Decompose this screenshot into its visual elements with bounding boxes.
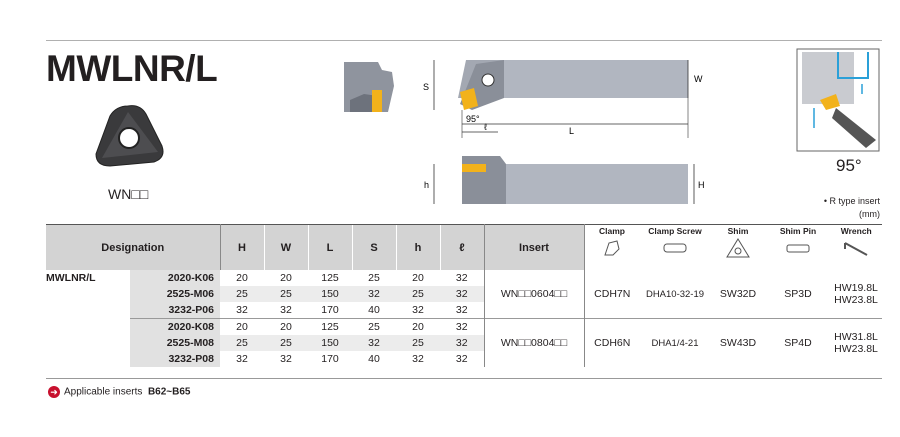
designation-cell: 2525-M08 — [130, 335, 220, 351]
cell-h: 25 — [396, 286, 440, 302]
cell-H: 20 — [236, 272, 248, 284]
cell-l: 32 — [440, 286, 484, 302]
clamp-screw-cell: DHA10-32-19 — [645, 288, 705, 300]
col-wrench — [830, 225, 882, 271]
cell-H: 20 — [220, 319, 264, 336]
cell-l: 32 — [440, 335, 484, 351]
dim-l-small-label: ℓ — [484, 122, 487, 132]
cell-S: 25 — [352, 319, 396, 336]
shim-pin-header: Shim Pin — [779, 226, 817, 236]
clamp-screw-cell: DHA1/4-21 — [640, 319, 710, 368]
footer-text: Applicable inserts — [64, 386, 143, 398]
top-rule — [46, 40, 882, 41]
cell-l: 32 — [440, 302, 484, 319]
clamp-header: Clamp — [599, 226, 625, 236]
cell-l: 32 — [440, 351, 484, 367]
dim-w-label: W — [694, 74, 703, 84]
cell-W: 32 — [280, 304, 292, 316]
approach-angle: 95° — [836, 156, 862, 175]
wrench-value: HW23.8L — [834, 294, 878, 306]
col-insert: Insert — [484, 225, 584, 271]
col-S: S — [352, 225, 396, 271]
cell-L: 170 — [321, 353, 339, 365]
cell-W: 25 — [264, 286, 308, 302]
dim-h-small-label: h — [424, 180, 430, 190]
clamp-screw-header: Clamp Screw — [648, 226, 702, 236]
shim-icon — [725, 237, 751, 259]
cell-L: 125 — [321, 272, 339, 284]
wrench-header: Wrench — [840, 226, 872, 236]
dim-angle-label: 95° — [466, 114, 480, 124]
col-L: L — [308, 225, 352, 271]
table-row — [46, 319, 882, 336]
col-clamp-screw — [640, 225, 710, 271]
holder-head-image — [342, 60, 398, 116]
cell-S: 40 — [368, 353, 380, 365]
dim-s-label: S — [423, 82, 430, 92]
cell-L: 125 — [308, 319, 352, 336]
cell-h: 25 — [396, 335, 440, 351]
col-H: H — [220, 225, 264, 271]
shim-cell: SW43D — [710, 319, 766, 368]
clamp-cell: CDH7N — [594, 288, 631, 300]
col-l: ℓ — [440, 225, 484, 271]
col-h: h — [396, 225, 440, 271]
spec-table — [46, 224, 882, 367]
cell-W: 20 — [264, 319, 308, 336]
wrench-icon — [841, 237, 871, 259]
cell-h: 32 — [412, 353, 424, 365]
machining-diagram — [796, 48, 880, 152]
col-W: W — [264, 225, 308, 271]
cell-S: 40 — [368, 304, 380, 316]
insert-cell: WN□□0604□□ — [484, 270, 584, 319]
cell-S: 32 — [352, 335, 396, 351]
designation-cell: 2020-K08 — [130, 319, 220, 336]
side-view-drawing — [414, 150, 726, 212]
cell-h: 32 — [412, 304, 424, 316]
wrench-value: HW19.8L — [834, 282, 878, 294]
cell-W: 32 — [280, 353, 292, 365]
wrench-cell — [830, 319, 882, 368]
page-title: MWLNR/L — [46, 48, 218, 89]
col-shim — [710, 225, 766, 271]
clamp-icon — [601, 237, 623, 259]
cell-L: 150 — [308, 335, 352, 351]
applicable-inserts-link[interactable] — [48, 386, 190, 398]
wrench-value: HW31.8L — [834, 331, 878, 343]
family-label: MWLNR/L — [46, 272, 96, 284]
cell-L: 170 — [321, 304, 339, 316]
insert-cell: WN□□0804□□ — [484, 319, 584, 368]
units-note: (mm) — [859, 209, 880, 219]
cell-S: 32 — [352, 286, 396, 302]
cell-H: 32 — [236, 353, 248, 365]
cell-h: 20 — [412, 272, 424, 284]
col-shim-pin — [766, 225, 830, 271]
cell-l: 32 — [440, 270, 484, 286]
designation-cell: 3232-P06 — [130, 302, 220, 319]
cell-H: 25 — [220, 286, 264, 302]
cell-h: 20 — [396, 319, 440, 336]
shim-header: Shim — [727, 226, 749, 236]
shim-pin-cell: SP4D — [766, 319, 830, 368]
cell-W: 25 — [264, 335, 308, 351]
screw-icon — [660, 237, 690, 259]
shim-pin-icon — [783, 237, 813, 259]
col-designation: Designation — [46, 225, 220, 271]
shim-cell: SW32D — [719, 288, 757, 300]
designation-cell: 3232-P08 — [130, 351, 220, 367]
clamp-cell: CDH6N — [584, 319, 640, 368]
cell-H: 32 — [236, 304, 248, 316]
wrench-cell — [830, 270, 882, 319]
bottom-rule — [46, 378, 882, 379]
designation-cell: 2020-K06 — [130, 270, 220, 286]
top-view-drawing — [414, 52, 726, 148]
cell-H: 25 — [220, 335, 264, 351]
table-row — [46, 270, 882, 286]
cell-l: 32 — [440, 319, 484, 336]
insert-image — [88, 100, 168, 178]
insert-code-label: WN□□ — [108, 186, 149, 202]
dim-l-big-label: L — [569, 126, 575, 136]
r-type-note: • R type insert — [823, 196, 880, 206]
cell-L: 150 — [308, 286, 352, 302]
cell-W: 20 — [280, 272, 292, 284]
cell-S: 25 — [368, 272, 380, 284]
designation-cell: 2525-M06 — [130, 286, 220, 302]
dim-h-big-label: H — [698, 180, 705, 190]
wrench-value: HW23.8L — [834, 343, 878, 355]
col-clamp — [584, 225, 640, 271]
footer-pages: B62~B65 — [147, 386, 191, 398]
shim-pin-cell: SP3D — [784, 288, 812, 300]
arrow-right-icon: ➜ — [48, 386, 60, 398]
